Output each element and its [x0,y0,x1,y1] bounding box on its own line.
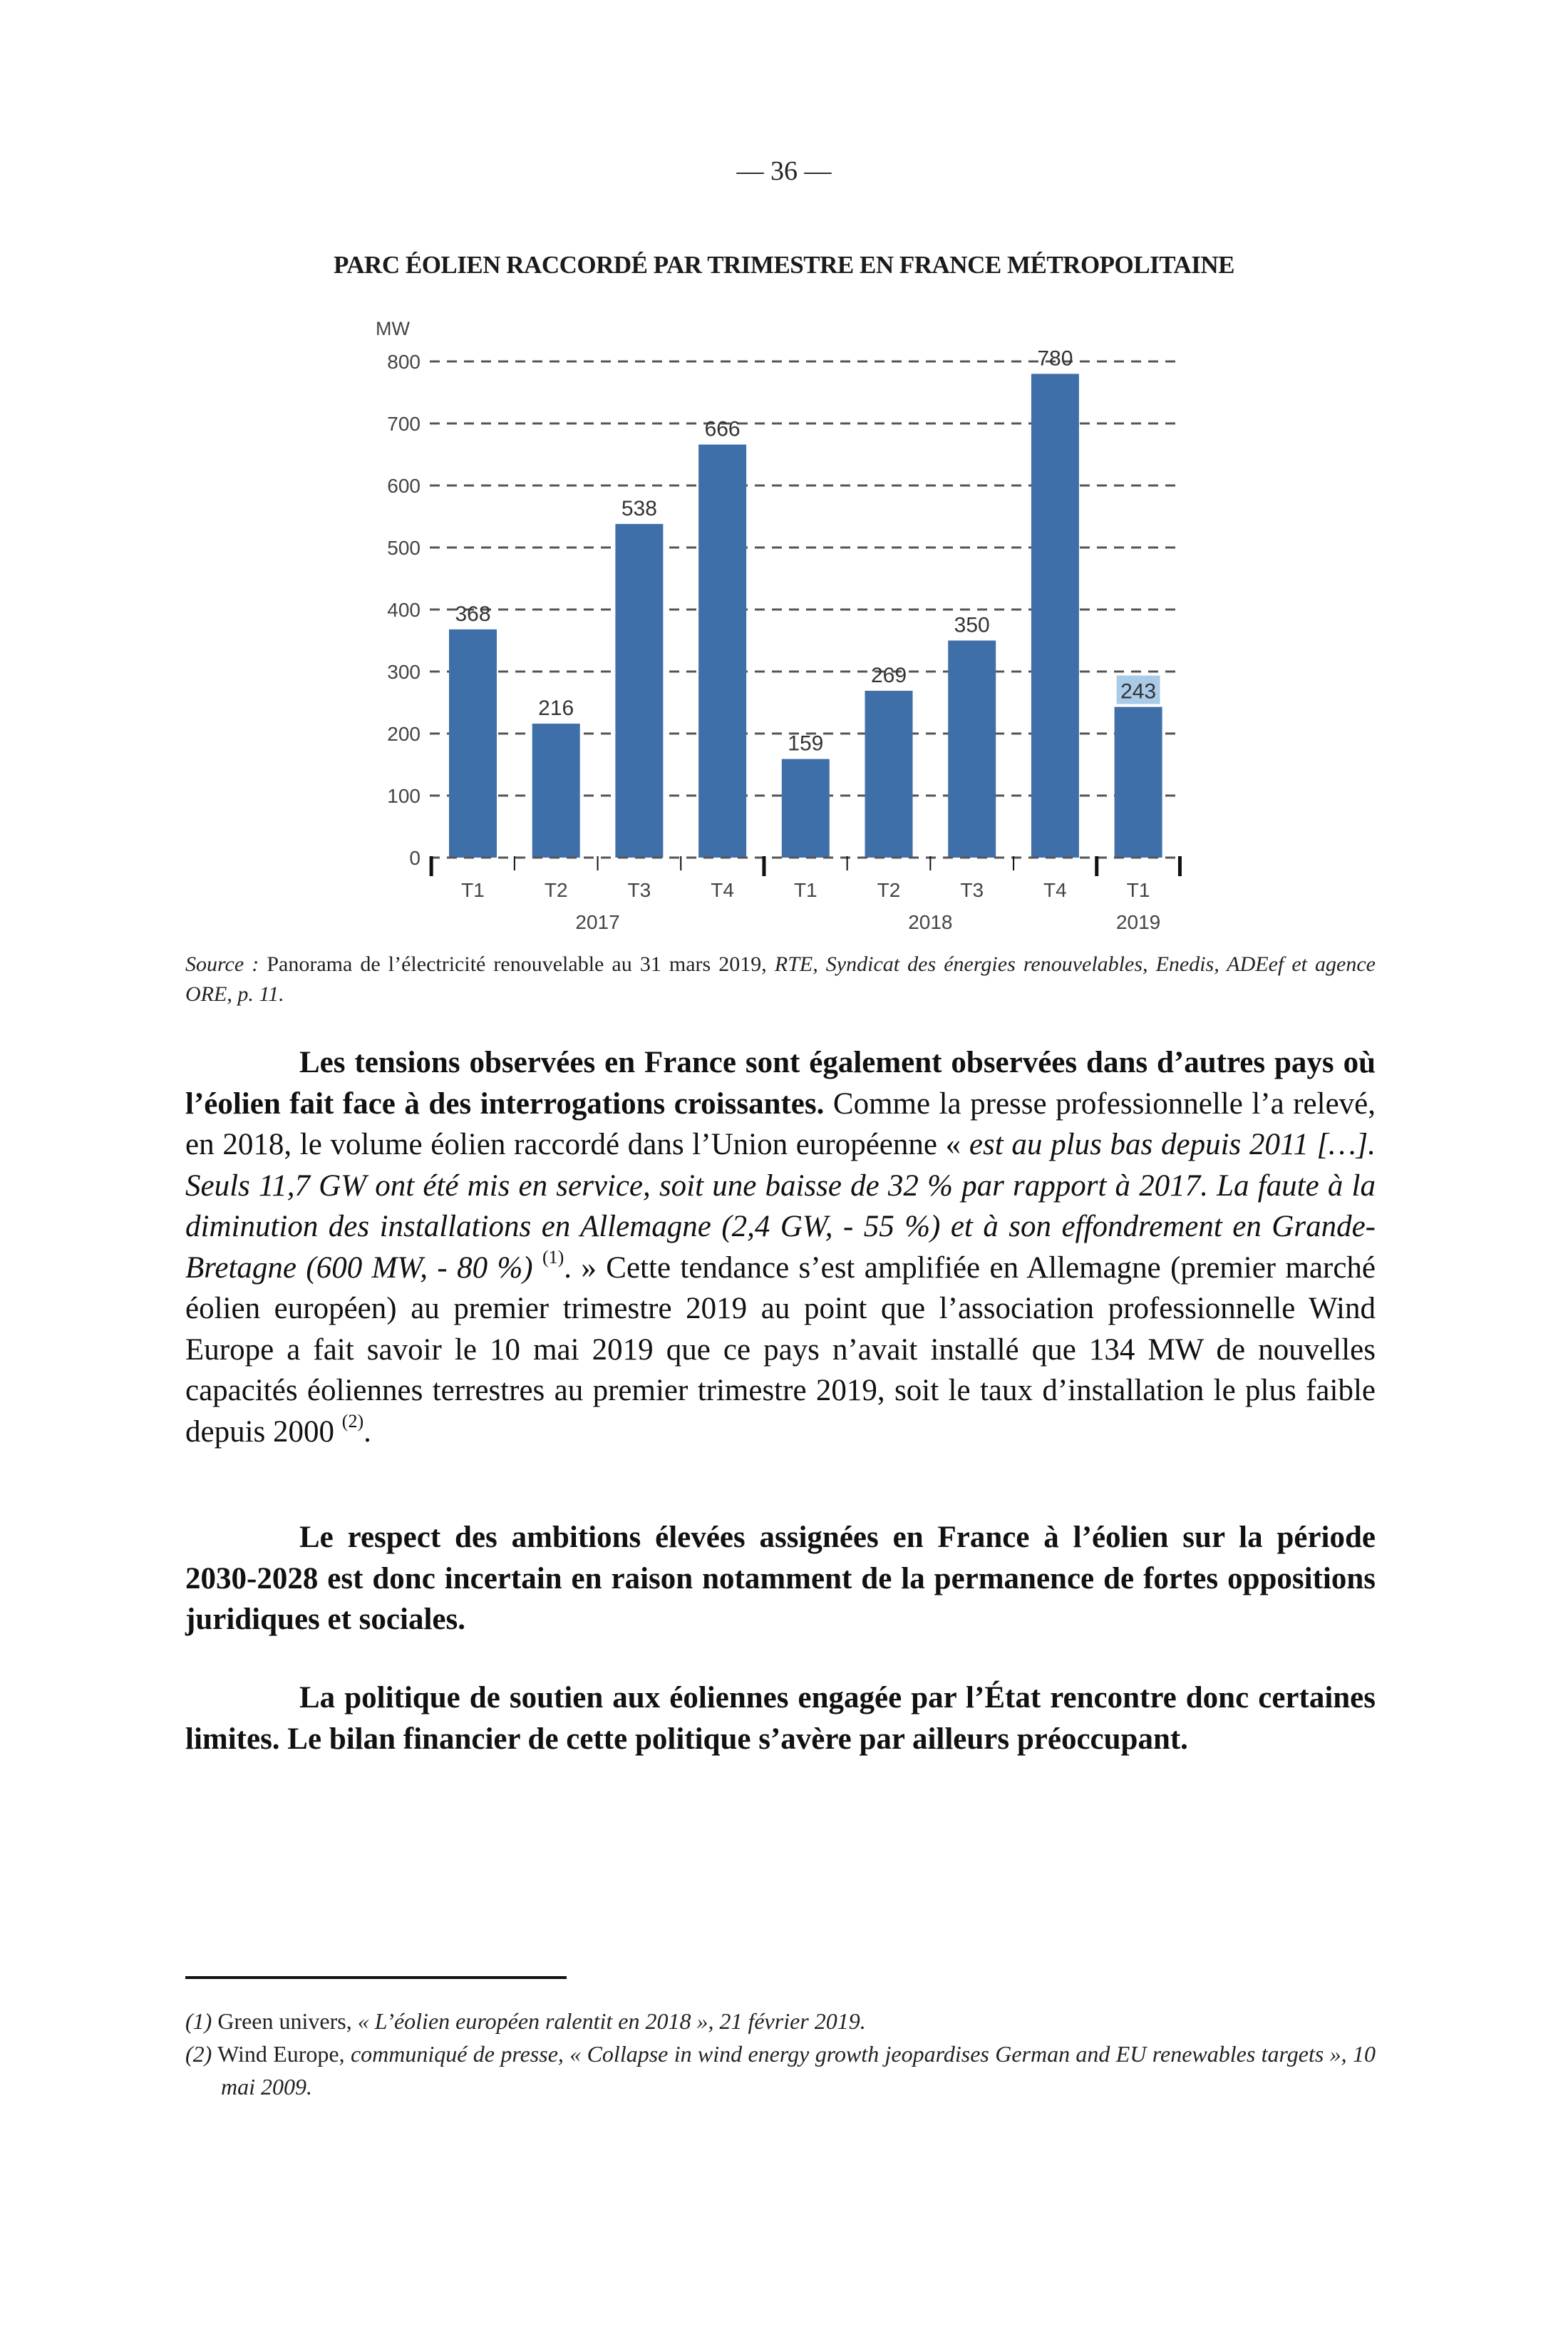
y-tick-label: 200 [387,723,421,745]
y-tick-label: 0 [409,847,421,869]
paragraph-text: La politique de soutien aux éoliennes engagée par l’État rencontre donc certaines limites. Le bilan financier de cette politique s’avère par ailleurs préoccupant. [185,1681,1376,1756]
footnote-number: (1) [185,2008,212,2034]
y-tick-label: 800 [387,351,421,373]
data-label: 666 [704,417,741,441]
footnote-ref-1[interactable]: (1) [542,1246,564,1268]
x-group-label: 2019 [1115,911,1161,933]
x-tick-label: T3 [627,879,651,901]
y-tick-label: 600 [387,475,421,497]
x-tick-label: T1 [793,879,817,901]
paragraph-lead: Les tensions observées en France sont également observées dans d’autres pays où l’éolien fait face à des interrogations croissantes. [185,1046,1376,1121]
x-group-label: 2017 [575,911,620,933]
bar [948,641,996,858]
footnote-citation: « L’éolien européen ralentit en 2018 », 21 février 2019. [357,2008,866,2034]
footnote-2 [185,2037,1376,2103]
y-tick-label: 400 [387,599,421,621]
body-paragraph-2 [185,1517,1376,1640]
footnote-author: Wind Europe, [212,2041,351,2067]
x-axis-labels [461,879,1160,933]
bar-chart [0,0,1568,941]
source-text: Panorama de l’électricité renouvelable au 31 mars 2019, [259,952,775,976]
y-axis-ticks [387,351,421,869]
x-tick-label: T3 [960,879,984,901]
paragraph-text: . [363,1414,371,1449]
bar [615,524,663,858]
footnote-ref-2[interactable]: (2) [341,1410,364,1431]
paragraph-text: Le respect des ambitions élevées assignées en France à l’éolien sur la période 2030-2028 est donc incertain en raison notamment de la permanence de fortes oppositions juridiques et sociales. [185,1521,1376,1636]
footnote-citation: communiqué de presse, « Collapse in wind energy growth jeopardises German and EU renewables targets », 10 mai 2009. [221,2041,1376,2099]
paragraph-text: . » Cette tendance s’est amplifiée en Allemagne (premier marché éolien européen) au premier trimestre 2019 au point que l’association professionnelle Wind Europe a fait savoir le 10 mai 2019 que ce pays n’avait installé que 134 MW de nouvelles capacités éoliennes terrestres au premier trimestre 2019, soit le taux d’installation le plus faible depuis 2000 [185,1250,1376,1449]
data-label: 368 [455,602,491,626]
data-label: 269 [870,663,907,687]
body-paragraph-3 [185,1677,1376,1759]
chart-title: PARC ÉOLIEN RACCORDÉ PAR TRIMESTRE EN FRANCE MÉTROPOLITAINE [334,251,1234,279]
x-tick-label: T2 [877,879,901,901]
source-label: Source : [185,952,259,976]
data-label: 350 [954,613,990,637]
data-label: 780 [1037,346,1073,371]
x-tick-label: T1 [461,879,485,901]
footnote-separator [185,1976,567,1979]
footnote-author: Green univers, [212,2008,358,2034]
footnote-number: (2) [185,2041,212,2067]
body-paragraph-1 [185,1042,1376,1452]
data-label: 216 [538,697,574,721]
x-axis [430,856,1180,876]
y-tick-label: 700 [387,413,421,435]
bar [1115,707,1162,858]
bar [865,691,913,858]
figure-source [185,950,1376,1009]
paragraph-text: Comme la presse professionnelle l’a relevé, en 2018, le volume éolien raccordé dans l’Union européenne « [185,1086,1376,1161]
bar [532,724,580,858]
bar [782,759,830,858]
bars [449,374,1162,858]
press-quote: est au plus bas depuis 2011 […]. Seuls 11,7 GW ont été mis en service, soit une baisse de 32 % par rapport à 2017. La faute à la diminution des installations en Allemagne (2,4 GW, - 55 %) et à son effondrement en Grande-Bretagne (600 MW, - 80 %) [185,1128,1376,1285]
x-group-label: 2018 [908,911,953,933]
source-authors: RTE, Syndicat des énergies renouvelables, Enedis, ADEef et agence ORE, p. 11. [185,952,1376,1006]
bar [698,445,746,858]
data-label: 159 [788,731,824,756]
y-axis-unit-label: MW [376,318,410,339]
x-tick-label: T4 [1043,879,1067,901]
y-tick-label: 100 [387,785,421,807]
y-tick-label: 500 [387,537,421,559]
x-tick-label: T1 [1126,879,1150,901]
footnote-1 [185,2005,1376,2037]
data-label: 243 [1120,679,1157,704]
page-number: — 36 — [736,156,832,186]
bar [1031,374,1079,858]
data-label: 538 [621,496,657,520]
bar [449,629,497,858]
y-tick-label: 300 [387,661,421,683]
x-tick-label: T4 [711,879,734,901]
x-tick-label: T2 [544,879,568,901]
